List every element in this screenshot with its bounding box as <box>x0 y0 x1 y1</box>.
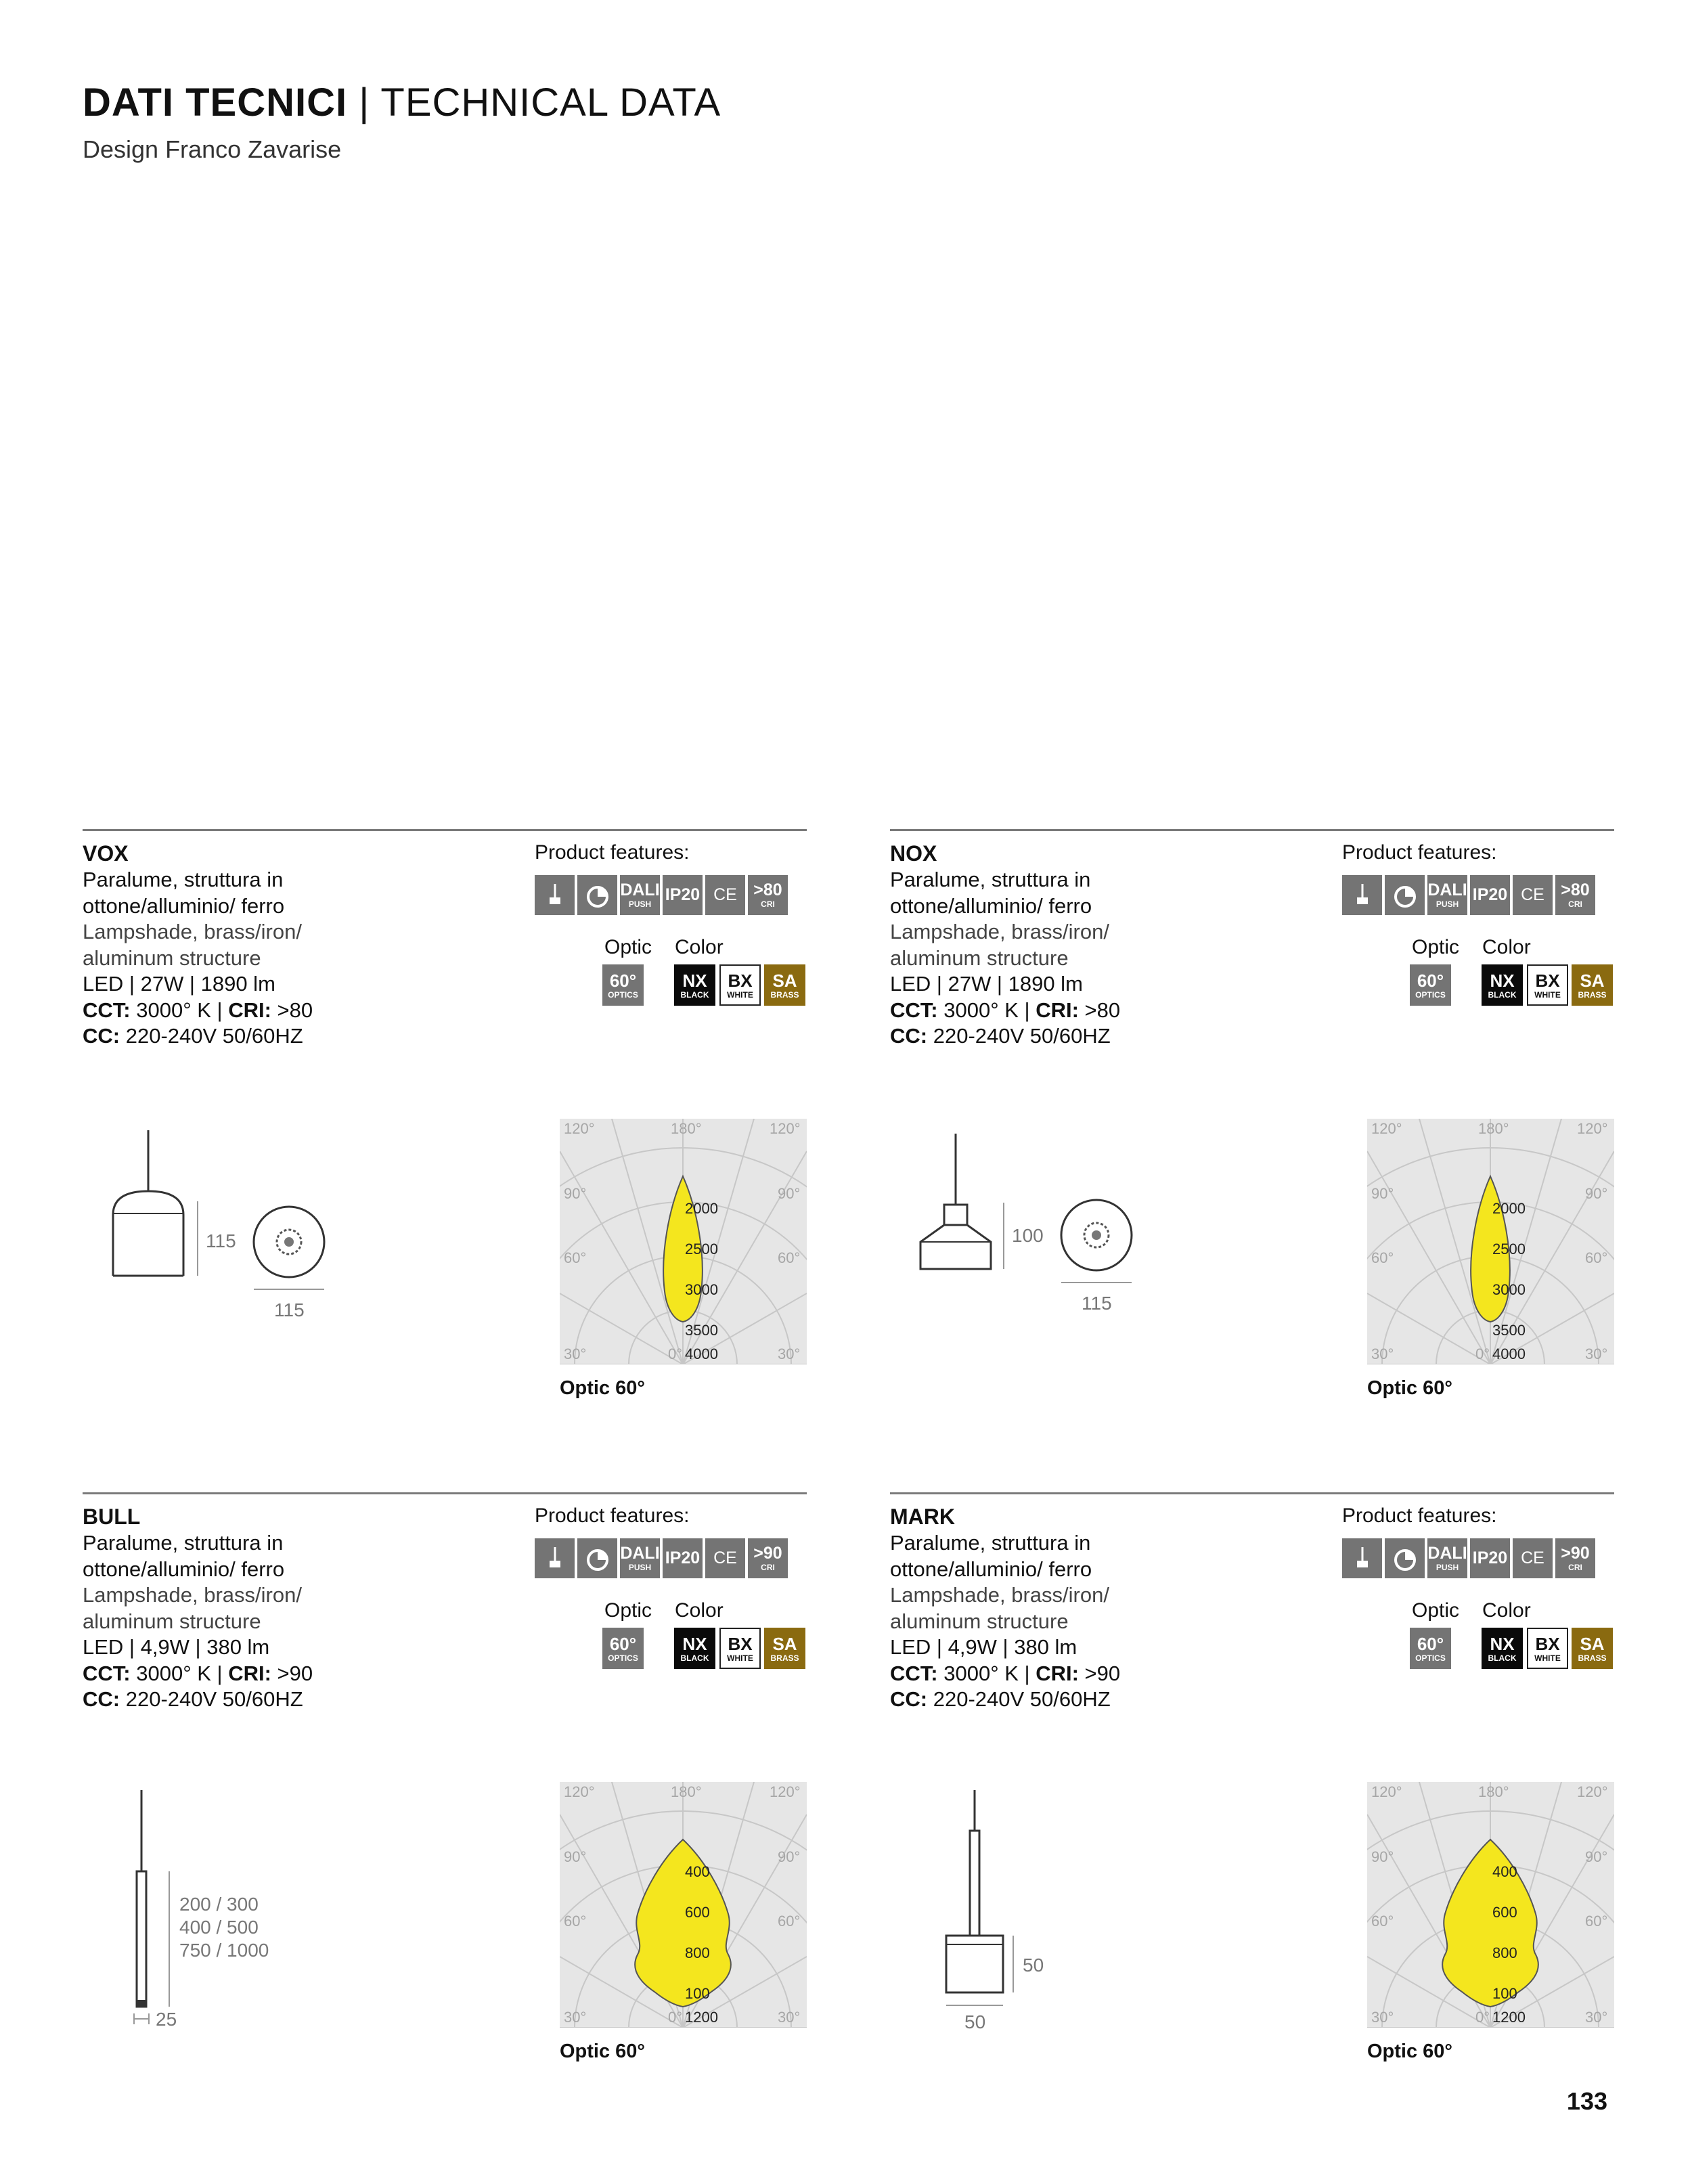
angle-label: 120° <box>770 1120 801 1137</box>
lamp-neck <box>944 1205 967 1225</box>
cc-value: 220-240V 50/60HZ <box>933 1024 1111 1048</box>
angle-label: 90° <box>778 1185 801 1202</box>
color-label: Color <box>1482 936 1531 958</box>
color-black-swatch[interactable]: NX BLACK <box>674 1628 715 1669</box>
desc-italian-line-2: ottone/alluminio/ ferro <box>83 1557 285 1581</box>
cct-value: 3000° K | <box>136 1661 223 1685</box>
cri-label: CRI: <box>228 998 271 1022</box>
angle-label: 180° <box>671 1783 702 1800</box>
cylinder-body <box>137 1871 146 2007</box>
optic-60-swatch[interactable]: 60° OPTICS <box>1410 964 1451 1006</box>
pendant-icon <box>1342 1538 1382 1578</box>
dim-height: 50 <box>1023 1955 1044 1976</box>
color-white-swatch[interactable]: BX WHITE <box>719 964 761 1006</box>
color-white-swatch[interactable]: BX WHITE <box>1527 964 1568 1006</box>
optic-60-swatch[interactable]: 60° OPTICS <box>602 1628 644 1669</box>
desc-italian-line-1: Paralume, struttura in <box>890 868 1091 891</box>
vox-technical-drawing <box>83 1127 516 1370</box>
ce-mark-icon: CE <box>1513 875 1553 915</box>
product-name: BULL <box>83 1505 141 1529</box>
section-divider <box>83 1492 807 1494</box>
cct-label: CCT: <box>83 998 131 1022</box>
section-divider <box>890 1492 1614 1494</box>
features-label: Product features: <box>535 1505 690 1527</box>
dali-push-icon: DALI PUSH <box>1427 875 1467 915</box>
feature-icons <box>1342 1538 1595 1578</box>
intensity-label: 2000 <box>685 1200 718 1217</box>
feature-icons <box>1342 875 1595 915</box>
feature-icons <box>535 875 788 915</box>
cc-spec <box>83 1687 313 1713</box>
ip20-icon: IP20 <box>1470 1538 1510 1578</box>
dim-width: 115 <box>1082 1293 1112 1314</box>
page-number: 133 <box>1566 2087 1607 2115</box>
color-black-swatch[interactable]: NX BLACK <box>674 964 715 1006</box>
cc-label: CC: <box>83 1024 120 1048</box>
angle-label: 0° <box>1475 2009 1490 2026</box>
intensity-label: 2000 <box>1492 1200 1526 1217</box>
angle-label: 60° <box>778 1249 801 1266</box>
optic-label: Optic <box>604 936 652 958</box>
lampshade-outline <box>920 1225 991 1269</box>
angle-label: 30° <box>778 2009 801 2026</box>
ip20-icon: IP20 <box>1470 875 1510 915</box>
cri-badge-icon: >80 CRI <box>748 875 788 915</box>
optic-60-swatch[interactable]: 60° OPTICS <box>602 964 644 1006</box>
intensity-label: 3000 <box>685 1281 718 1298</box>
angle-label: 90° <box>1585 1185 1608 1202</box>
title-italian: DATI TECNICI <box>83 81 348 125</box>
angle-label: 90° <box>564 1185 587 1202</box>
angle-label: 0° <box>668 2009 683 2026</box>
dimmer-icon <box>1385 875 1425 915</box>
cct-cri-spec <box>83 998 313 1024</box>
angle-label: 90° <box>778 1848 801 1865</box>
angle-label: 0° <box>668 1345 683 1362</box>
led-spec: LED | 4,9W | 380 lm <box>83 1635 270 1659</box>
angle-label: 60° <box>1371 1249 1394 1266</box>
intensity-label: 100 <box>685 1985 710 2002</box>
ce-mark-icon: CE <box>1513 1538 1553 1578</box>
dim-height: 100 <box>1012 1225 1044 1246</box>
color-label: Color <box>675 936 724 958</box>
cct-value: 3000° K | <box>943 1661 1030 1685</box>
angle-label: 90° <box>1371 1185 1394 1202</box>
polar-photometric-chart <box>560 1782 807 2028</box>
product-description <box>890 867 1120 1050</box>
dim-height: 115 <box>206 1230 236 1251</box>
angle-label: 180° <box>1478 1783 1509 1800</box>
angle-label: 30° <box>564 2009 587 2026</box>
intensity-label: 800 <box>685 1944 710 1961</box>
product-name: NOX <box>890 841 937 866</box>
feature-icons <box>535 1538 788 1578</box>
color-brass-swatch[interactable]: SA BRASS <box>1572 1628 1613 1669</box>
dimmer-icon <box>1385 1538 1425 1578</box>
product-block-bull <box>83 1492 807 2081</box>
desc-italian-line-2: ottone/alluminio/ ferro <box>83 893 285 918</box>
intensity-label: 4000 <box>685 1345 718 1362</box>
color-brass-swatch[interactable]: SA BRASS <box>764 1628 805 1669</box>
angle-label: 120° <box>1371 1783 1402 1800</box>
dim-width: 115 <box>274 1299 305 1320</box>
intensity-label: 1200 <box>685 2009 718 2026</box>
dimmer-icon <box>577 875 617 915</box>
mark-technical-drawing <box>890 1790 1323 2034</box>
dali-push-icon: DALI PUSH <box>620 875 660 915</box>
angle-label: 180° <box>671 1120 702 1137</box>
ce-mark-icon: CE <box>705 875 745 915</box>
section-divider <box>890 829 1614 831</box>
angle-label: 90° <box>1371 1848 1394 1865</box>
section-divider <box>83 829 807 831</box>
desc-english-line-2: aluminum structure <box>83 945 261 970</box>
optic-caption: Optic 60° <box>1367 2041 1453 2062</box>
color-black-swatch[interactable]: NX BLACK <box>1482 964 1523 1006</box>
angle-label: 120° <box>770 1783 801 1800</box>
intensity-label: 100 <box>1492 1985 1517 2002</box>
ce-mark-icon: CE <box>705 1538 745 1578</box>
angle-label: 120° <box>1371 1120 1402 1137</box>
intensity-label: 800 <box>1492 1944 1517 1961</box>
intensity-label: 600 <box>685 1904 710 1921</box>
desc-english-line-2: aluminum structure <box>890 1609 1069 1633</box>
desc-english-line-2: aluminum structure <box>890 945 1069 970</box>
color-label: Color <box>1482 1599 1531 1622</box>
cc-label: CC: <box>890 1024 928 1048</box>
features-label: Product features: <box>1342 1505 1497 1527</box>
angle-label: 60° <box>1585 1913 1608 1930</box>
pendant-icon <box>535 875 575 915</box>
desc-italian-line-1: Paralume, struttura in <box>83 868 284 891</box>
polar-photometric-chart <box>560 1119 807 1364</box>
cri-label: CRI: <box>228 1661 271 1685</box>
color-white-swatch[interactable]: BX WHITE <box>719 1628 761 1669</box>
optic-label: Optic <box>1412 936 1460 958</box>
pendant-icon <box>1342 875 1382 915</box>
angle-label: 90° <box>1585 1848 1608 1865</box>
angle-label: 60° <box>1371 1913 1394 1930</box>
product-description <box>83 867 313 1050</box>
color-black-swatch[interactable]: NX BLACK <box>1482 1628 1523 1669</box>
optic-caption: Optic 60° <box>560 1377 646 1399</box>
desc-english-line-1: Lampshade, brass/iron/ <box>83 1583 302 1607</box>
dim-length-2: 400 / 500 <box>179 1917 259 1938</box>
cct-cri-spec <box>890 998 1120 1024</box>
product-block-mark <box>890 1492 1614 2081</box>
desc-english-line-1: Lampshade, brass/iron/ <box>83 920 302 943</box>
intensity-label: 4000 <box>1492 1345 1526 1362</box>
color-brass-swatch[interactable]: SA BRASS <box>764 964 805 1006</box>
product-description <box>83 1530 313 1713</box>
angle-label: 90° <box>564 1848 587 1865</box>
cc-value: 220-240V 50/60HZ <box>125 1024 303 1048</box>
polar-photometric-chart <box>1367 1119 1614 1364</box>
dali-push-icon: DALI PUSH <box>620 1538 660 1578</box>
cri-badge-icon: >80 CRI <box>1555 875 1595 915</box>
intensity-label: 400 <box>685 1863 710 1880</box>
optic-caption: Optic 60° <box>1367 1377 1453 1399</box>
title-separator: | <box>359 81 370 125</box>
cc-value: 220-240V 50/60HZ <box>933 1687 1111 1711</box>
angle-label: 30° <box>564 1345 587 1362</box>
intensity-label: 3500 <box>685 1322 718 1339</box>
angle-label: 60° <box>1585 1249 1608 1266</box>
product-description <box>890 1530 1120 1713</box>
intensity-label: 1200 <box>1492 2009 1526 2026</box>
product-block-vox <box>83 829 807 1418</box>
cri-label: CRI: <box>1036 998 1079 1022</box>
angle-label: 120° <box>564 1783 595 1800</box>
led-spec: LED | 27W | 1890 lm <box>890 972 1083 996</box>
desc-english-line-2: aluminum structure <box>83 1609 261 1633</box>
optic-label: Optic <box>1412 1599 1460 1622</box>
intensity-label: 3000 <box>1492 1281 1526 1298</box>
intensity-label: 2500 <box>1492 1241 1526 1257</box>
product-block-nox <box>890 829 1614 1418</box>
cct-cri-spec <box>83 1661 313 1687</box>
lampshade-outline <box>113 1191 183 1242</box>
nox-technical-drawing <box>890 1127 1323 1370</box>
color-brass-swatch[interactable]: SA BRASS <box>1572 964 1613 1006</box>
optic-caption: Optic 60° <box>560 2041 646 2062</box>
angle-label: 30° <box>1585 2009 1608 2026</box>
color-white-swatch[interactable]: BX WHITE <box>1527 1628 1568 1669</box>
led-spec: LED | 27W | 1890 lm <box>83 972 275 996</box>
intensity-label: 400 <box>1492 1863 1517 1880</box>
angle-label: 120° <box>1577 1783 1608 1800</box>
ip20-icon: IP20 <box>663 1538 703 1578</box>
polar-photometric-chart <box>1367 1782 1614 2028</box>
intensity-label: 3500 <box>1492 1322 1526 1339</box>
dim-width: 25 <box>156 2009 177 2030</box>
cri-value: >90 <box>1084 1661 1121 1685</box>
cc-label: CC: <box>83 1687 120 1711</box>
cri-value: >80 <box>1084 998 1121 1022</box>
angle-label: 30° <box>1371 2009 1394 2026</box>
angle-label: 120° <box>1577 1120 1608 1137</box>
cct-label: CCT: <box>83 1661 131 1685</box>
angle-label: 60° <box>778 1913 801 1930</box>
angle-label: 30° <box>778 1345 801 1362</box>
dali-push-icon: DALI PUSH <box>1427 1538 1467 1578</box>
page-title <box>83 80 721 125</box>
angle-label: 60° <box>564 1249 587 1266</box>
desc-english-line-1: Lampshade, brass/iron/ <box>890 920 1109 943</box>
designer-credit: Design Franco Zavarise <box>83 135 342 163</box>
angle-label: 60° <box>564 1913 587 1930</box>
dim-length-1: 200 / 300 <box>179 1894 259 1915</box>
led-spec: LED | 4,9W | 380 lm <box>890 1635 1077 1659</box>
desc-italian-line-2: ottone/alluminio/ ferro <box>890 893 1092 918</box>
optic-60-swatch[interactable]: 60° OPTICS <box>1410 1628 1451 1669</box>
angle-label: 180° <box>1478 1120 1509 1137</box>
angle-label: 30° <box>1371 1345 1394 1362</box>
optic-label: Optic <box>604 1599 652 1622</box>
ip20-icon: IP20 <box>663 875 703 915</box>
cct-value: 3000° K | <box>136 998 223 1022</box>
cct-cri-spec <box>890 1661 1120 1687</box>
features-label: Product features: <box>1342 841 1497 864</box>
desc-italian-line-1: Paralume, struttura in <box>890 1531 1091 1555</box>
cct-label: CCT: <box>890 998 938 1022</box>
cri-badge-icon: >90 CRI <box>748 1538 788 1578</box>
product-name: VOX <box>83 841 129 866</box>
features-label: Product features: <box>535 841 690 864</box>
cct-value: 3000° K | <box>943 998 1030 1022</box>
cri-value: >90 <box>277 1661 313 1685</box>
color-label: Color <box>675 1599 724 1622</box>
intensity-label: 2500 <box>685 1241 718 1257</box>
dim-length-3: 750 / 1000 <box>179 1940 269 1961</box>
cri-value: >80 <box>277 998 313 1022</box>
cri-label: CRI: <box>1036 1661 1079 1685</box>
cc-spec <box>890 1687 1120 1713</box>
cct-label: CCT: <box>890 1661 938 1685</box>
pendant-icon <box>535 1538 575 1578</box>
angle-label: 120° <box>564 1120 595 1137</box>
intensity-label: 600 <box>1492 1904 1517 1921</box>
cc-spec <box>83 1023 313 1050</box>
desc-italian-line-2: ottone/alluminio/ ferro <box>890 1557 1092 1581</box>
dimmer-icon <box>577 1538 617 1578</box>
stem <box>970 1831 979 1936</box>
cc-spec <box>890 1023 1120 1050</box>
cri-badge-icon: >90 CRI <box>1555 1538 1595 1578</box>
bull-technical-drawing <box>83 1790 516 2034</box>
cc-label: CC: <box>890 1687 928 1711</box>
desc-english-line-1: Lampshade, brass/iron/ <box>890 1583 1109 1607</box>
product-name: MARK <box>890 1505 955 1529</box>
dim-width: 50 <box>964 2011 986 2032</box>
angle-label: 0° <box>1475 1345 1490 1362</box>
cc-value: 220-240V 50/60HZ <box>125 1687 303 1711</box>
desc-italian-line-1: Paralume, struttura in <box>83 1531 284 1555</box>
title-english: TECHNICAL DATA <box>380 81 721 125</box>
angle-label: 30° <box>1585 1345 1608 1362</box>
